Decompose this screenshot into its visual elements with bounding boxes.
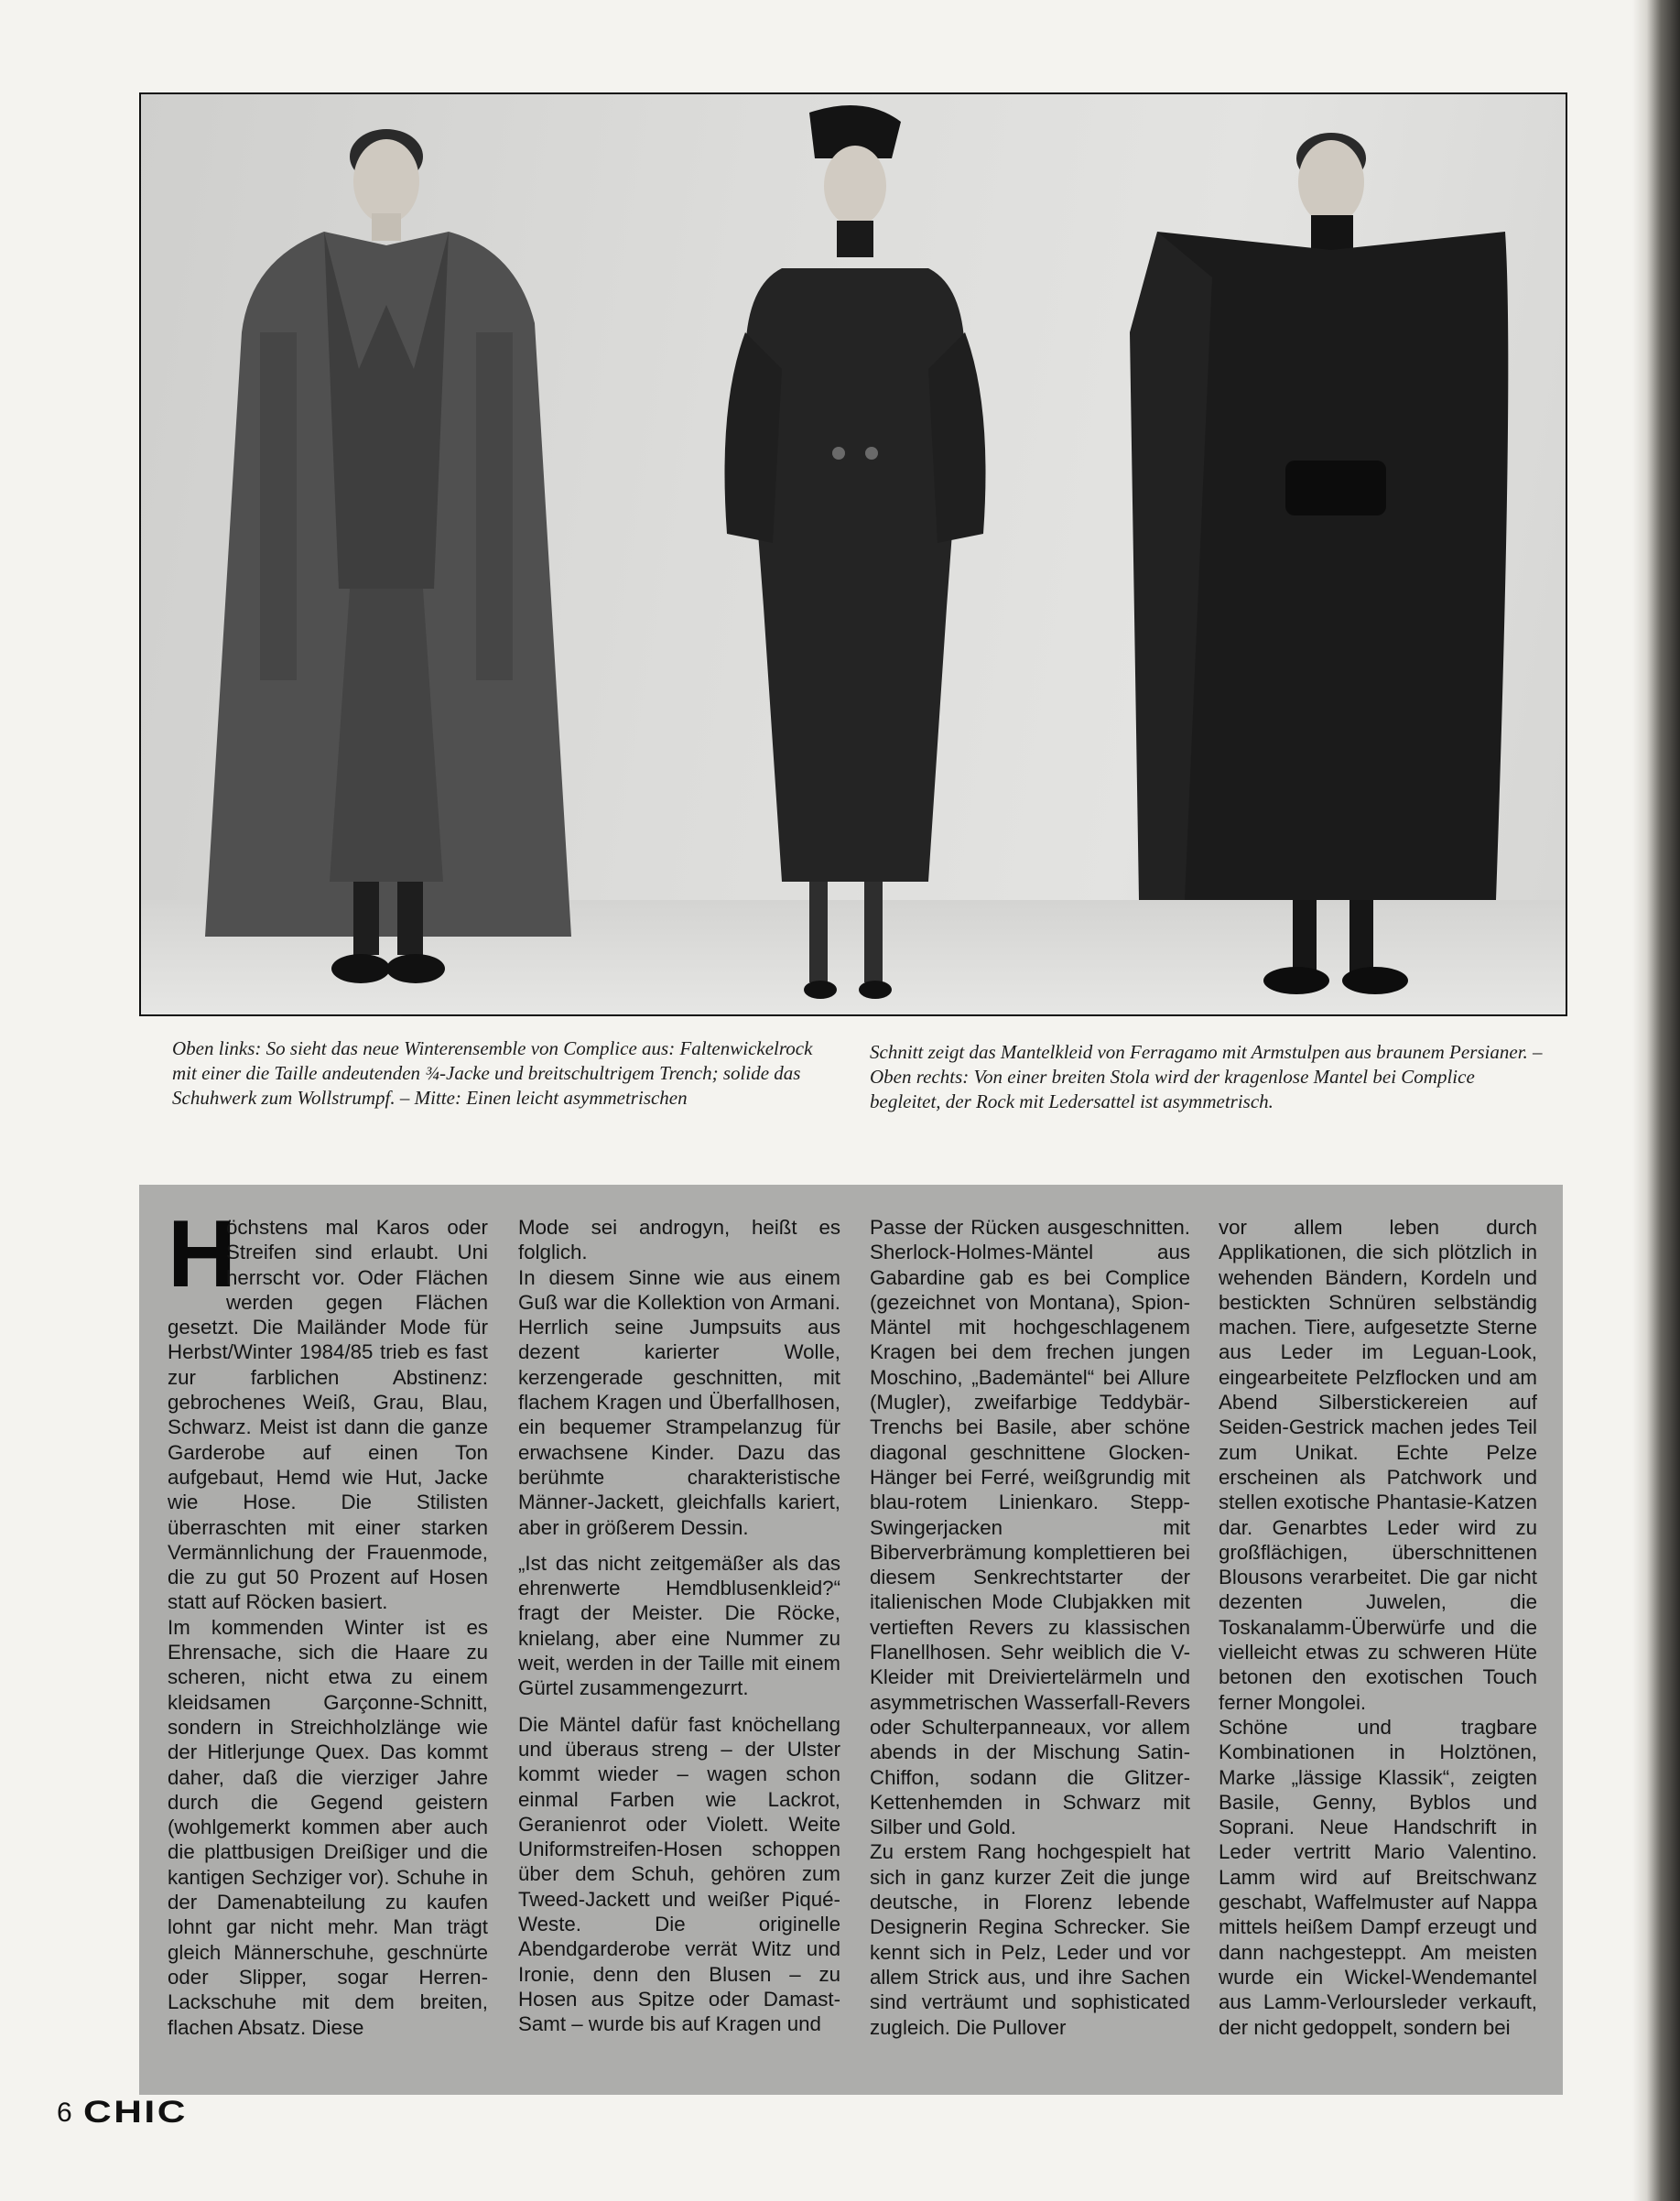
article-column-3 <box>870 1215 1190 2040</box>
article-paragraph: Im kommenden Winter ist es Ehrensache, sich die Haare zu scheren, nicht etwa zu einem kleidsamen Garçonne-Schnitt, sondern in Streichholzlänge wie der Hitlerjunge Quex. Das kommt daher, daß die vierziger Jahre durch die Gegend geistern (wohlgemerkt kommen aber auch die plattbusigen Dreißiger und die kantigen Sechziger vor). Schuhe in der Damenabteilung zu kaufen lohnt gar nicht mehr. Man trägt gleich Männerschuhe, geschnürte oder Slipper, sogar Herren-Lackschuhe mit dem breiten, flachen Absatz. Diese <box>168 1615 488 2039</box>
photo-caption-right: Schnitt zeigt das Mantelkleid von Ferragamo mit Armstulpen aus braunem Persianer. – Oben rechts: Von einer breiten Stola wird der kragenlose Mantel bei Complice begleitet, der Rock mit Ledersattel ist asymmetrisch. <box>870 1041 1543 1112</box>
photo-caption-left: Oben links: So sieht das neue Winterensemble von Complice aus: Faltenwickelrock mit einer die Taille andeutenden ¾-Jacke und breitschultrigem Trench; solide das Schuhwerk zum Wollstrumpf. – Mitte: Einen leicht asymmetrischen <box>172 1037 813 1109</box>
article-paragraph: Die Mäntel dafür fast knöchellang und überaus streng – der Ulster kommt wieder – wagen schon einmal Farben wie Lackrot, Geranienrot oder Violett. Weite Uniformstreifen-Hosen schoppen über dem Schuh, gehören zum Tweed-Jackett und weißer Piqué-Weste. Die originelle Abendgarderobe verrät Witz und Ironie, denn den Blusen – zu Hosen aus Spitze oder Damast-Samt – wurde bis auf Kragen und <box>518 1712 840 2036</box>
magazine-logo: CHIC <box>82 2095 188 2130</box>
model-right-cape-coat <box>1130 133 1508 994</box>
article-paragraph: öchstens mal Karos oder Streifen sind erlaubt. Uni herrscht vor. Oder Flächen werden gegen Flächen gesetzt. Die Mailänder Mode für Herbst/Winter 1984/85 trieb es fast zur farblichen Abstinenz: gebrochenes Weiß, Grau, Blau, Schwarz. Meist ist dann die ganze Garderobe auf einen Ton aufgebaut, Hemd wie Hut, Jacke wie Hose. Die Stilisten überraschten mit einer starken Vermännlichung der Frauenmode, die zu gut 50 Prozent auf Hosen statt auf Röcken basiert. <box>168 1216 488 1614</box>
article-paragraph: Passe der Rücken ausgeschnitten. Sherlock-Holmes-Mäntel aus Gabardine gab es bei Complice (gezeichnet von Montana), Spion-Mäntel mit hochgeschlagenem Kragen bei dem frechen jungen Moschino, „Bademäntel“ bei Allure (Mugler), zweifarbige Teddybär-Trenchs bei Basile, aber schöne diagonal geschnittene Glocken-Hänger bei Ferré, weißgrundig mit blau-rotem Linienkaro. Stepp-Swingerjacken mit Biberverbrämung komplettieren bei diesem Senkrechtstarter der italienischen Mode Clubjakken mit vertieften Revers zu klassischen Flanellhosen. Sehr weiblich die V-Kleider mit Dreiviertelärmeln und asymmetrischen Wasserfall-Revers oder Schulterpanneaux, vor allem abends in der Mischung Satin-Chiffon, sodann die Glitzer-Kettenhemden in Schwarz mit Silber und Gold. <box>870 1216 1190 1839</box>
article-paragraph: vor allem leben durch Applikationen, die sich plötzlich in wehenden Bändern, Kordeln und bestickten Schnüren selbständig machen. Tiere, aufgesetzte Sterne aus Leder im Leguan-Look, eingearbeitete Pelzflocken und am Abend Silberstickereien auf Seiden-Gestrick machen jedes Teil zum Unikat. Echte Pelze erscheinen als Patchwork und stellen exotische Phantasie-Katzen dar. Genarbtes Leder wird zu großflächigen, überschnittenen Blousons verarbeitet. Die gar nicht dezenten Juwelen, die Toskanalamm-Überwürfe und die vielleicht etwas zu schweren Hüte betonen den exotischen Touch ferner Mongolei. <box>1219 1216 1537 1714</box>
article-column-1 <box>168 1201 488 2040</box>
article-paragraph: Schöne und tragbare Kombinationen in Holztönen, Marke „lässige Klassik“, zeigten Basile, Genny, Byblos und Soprani. Neue Handschrift in Leder vertritt Mario Valentino. Lamm wird auf Breitschwanz geschabt, Waffelmuster auf Nappa mittels heißem Dampf erzeugt und dann nachgesteppt. Am meisten wurde ein Wickel-Wendemantel aus Lamm-Verloursleder verkauft, der nicht gedoppelt, sondern bei <box>1219 1715 1537 2039</box>
model-left-trench-coat <box>205 129 571 983</box>
article-column-4 <box>1219 1215 1537 2040</box>
article-paragraph: Mode sei androgyn, heißt es folglich. <box>518 1216 840 1264</box>
article-dropcap: H <box>168 1201 237 1307</box>
fashion-photo <box>139 92 1567 1016</box>
page-footer <box>57 2095 188 2131</box>
article-paragraph: „Ist das nicht zeitgemäßer als das ehrenwerte Hemdblusenkleid?“ fragt der Meister. Die Röcke, knielang, aber eine Nummer zu weit, werden in der Taille mit einem Gürtel zusammengezurrt. <box>518 1551 840 1700</box>
next-page-edge <box>1632 0 1680 2201</box>
article-paragraph: Zu erstem Rang hochgespielt hat sich in ganz kurzer Zeit die junge deutsche, in Florenz lebende Designerin Regina Schrecker. Sie kennt sich in Pelz, Leder und vor allem Strick aus, und ihre Sachen sind verträumt und sophisticated zugleich. Die Pullover <box>870 1840 1190 2039</box>
article-column-2 <box>518 1215 840 2037</box>
fashion-photo-illustration <box>141 94 1566 1014</box>
page-number: 6 <box>57 2097 72 2128</box>
article-paragraph: In diesem Sinne wie aus einem Guß war die Kollektion von Armani. Herrlich seine Jumpsuits aus dezent karierter Wolle, kerzengerade geschnitten, mit flachem Kragen und Überfallhosen, ein bequemer Strampelanzug für erwachsene Kinder. Dazu das berühmte charakteristische Männer-Jackett, gleichfalls kariert, aber in größerem Dessin. <box>518 1265 840 1539</box>
model-center-coat-dress <box>725 105 986 999</box>
